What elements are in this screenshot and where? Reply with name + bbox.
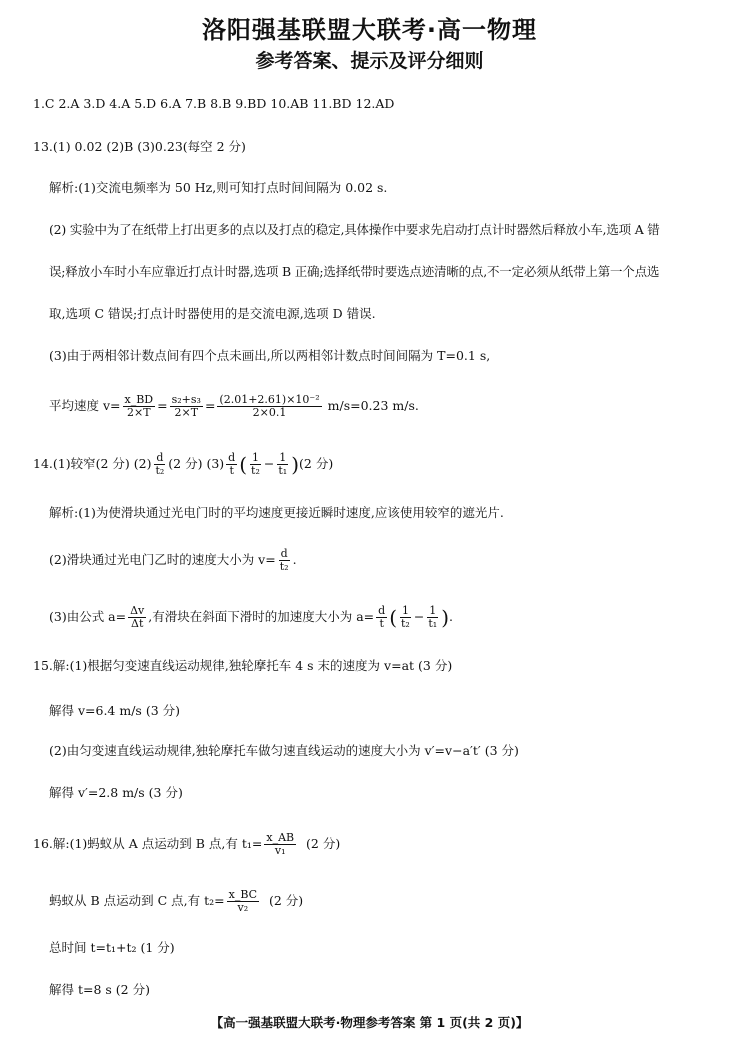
q16-f1-den: v₁ xyxy=(274,844,286,857)
q13-explain-2b: 误;释放小车时小车应靠近打点计时器,选项 B 正确;选择纸带时要选点迹清晰的点,不一定必须从纸带上第一个点选 xyxy=(49,264,660,279)
q16-line-4: 解得 t=8 s (2 分) xyxy=(49,982,150,997)
q14-answer-fraction-3 xyxy=(226,452,237,477)
q16-f2-den: v₂ xyxy=(237,901,249,914)
q14-answer-mid: (2 分) (3) xyxy=(168,456,225,471)
q14-e2-suffix: . xyxy=(292,552,297,567)
q13-f1-num: x_BD xyxy=(124,393,154,406)
q16-line-1 xyxy=(33,832,340,857)
q14-e2-fraction xyxy=(278,548,291,573)
q14-e3-b-num: 1 xyxy=(429,604,437,617)
q13-eq1: = xyxy=(157,398,168,413)
q13-f1-den: 2×T xyxy=(127,406,151,419)
q14-e2-den: t₂ xyxy=(279,560,289,573)
q13-fraction-3 xyxy=(217,394,321,419)
q13-fraction-1 xyxy=(123,394,156,419)
q14-e3-t: t xyxy=(379,617,384,630)
choice-answers: 1.C 2.A 3.D 4.A 5.D 6.A 7.B 8.B 9.BD 10.AB 11.BD 12.AD xyxy=(33,96,395,111)
q13-explain-2c: 取,选项 C 错误;打点计时器使用的是交流电源,选项 D 错误. xyxy=(49,306,376,321)
q16-f1-num: x_AB xyxy=(266,831,295,844)
q14-e3-a-den: t₂ xyxy=(401,617,410,630)
q13-fraction-2 xyxy=(170,394,203,419)
q14-explain-2 xyxy=(49,548,297,573)
page-subtitle: 参考答案、提示及评分细则 xyxy=(255,50,484,72)
q14-e2-prefix: (2)滑块通过光电门乙时的速度大小为 v= xyxy=(49,552,276,567)
q16-fraction-1 xyxy=(264,832,296,857)
q16-line-3: 总时间 t=t₁+t₂ (1 分) xyxy=(49,940,175,955)
q13-f2-num: s₂+s₃ xyxy=(171,393,201,406)
q14-e3-fraction-a xyxy=(128,605,146,630)
q15-line-3: (2)由匀变速直线运动规律,独轮摩托车做匀速直线运动的速度大小为 v′=v−a′t′ (3 分) xyxy=(49,743,519,758)
q14-ans3-a-num: 1 xyxy=(251,451,259,464)
q14-e3-prefix: (3)由公式 a= xyxy=(49,609,127,624)
q14-ans2-num: d xyxy=(156,451,164,464)
q14-explain-1: 解析:(1)为使滑块通过光电门时的平均速度更接近瞬时速度,应该使用较窄的遮光片. xyxy=(49,505,504,520)
q14-ans3-den: t xyxy=(229,464,234,477)
q14-e3-dt: Δt xyxy=(131,617,144,630)
q14-ans3-inner-b xyxy=(276,452,289,477)
q14-e3-a-num: 1 xyxy=(401,604,409,617)
q16-l2-suffix: (2 分) xyxy=(268,893,304,908)
page-title: 洛阳强基联盟大联考·高一物理 xyxy=(201,16,538,44)
q13-explain-1: 解析:(1)交流电频率为 50 Hz,则可知打点时间间隔为 0.02 s. xyxy=(49,180,388,195)
q14-ans2-den: t₂ xyxy=(155,464,165,477)
q14-answer-prefix: 14.(1)较窄(2 分) (2) xyxy=(33,456,152,471)
q14-answer-fraction-2 xyxy=(153,452,166,477)
q14-ans3-num: d xyxy=(228,451,236,464)
q14-e3-minus: − xyxy=(413,609,425,624)
q14-ans3-minus: − xyxy=(263,456,275,471)
q16-f2-num: x_BC xyxy=(228,888,258,901)
q15-line-1: 15.解:(1)根据匀变速直线运动规律,独轮摩托车 4 s 末的速度为 v=at (3 分) xyxy=(33,658,453,673)
q13-avg-suffix: m/s=0.23 m/s. xyxy=(327,398,419,413)
q14-e3-b-den: t₁ xyxy=(428,617,438,630)
q14-e3-suffix: . xyxy=(449,609,453,624)
q14-e3-fraction-b xyxy=(376,605,387,630)
q15-line-4: 解得 v′=2.8 m/s (3 分) xyxy=(49,785,183,800)
q15-line-2: 解得 v=6.4 m/s (3 分) xyxy=(49,703,180,718)
q16-l1-suffix: (2 分) xyxy=(306,836,341,851)
q13-explain-3: (3)由于两相邻计数点间有四个点未画出,所以两相邻计数点时间间隔为 T=0.1 s, xyxy=(49,348,491,363)
q13-eq2: = xyxy=(204,398,216,413)
q16-line-2 xyxy=(49,889,303,914)
q13-avg-prefix: 平均速度 v= xyxy=(49,398,121,413)
q13-explain-2a: (2) 实验中为了在纸带上打出更多的点以及打点的稳定,具体操作中要求先启动打点计时器然后释放小车,选项 A 错 xyxy=(49,222,660,237)
q14-e2-num: d xyxy=(280,547,288,560)
q13-answer: 13.(1) 0.02 (2)B (3)0.23(每空 2 分) xyxy=(33,139,246,154)
q14-ans3-inner-a xyxy=(249,452,262,477)
q13-f3-den: 2×0.1 xyxy=(252,406,287,419)
q16-fraction-2 xyxy=(227,889,259,914)
q13-average-velocity xyxy=(49,394,419,419)
q14-e3-d: d xyxy=(378,604,386,617)
q14-ans3-b-num: 1 xyxy=(279,451,287,464)
q14-e3-dv: Δv xyxy=(130,604,145,617)
q14-ans3-a-den: t₂ xyxy=(251,464,260,477)
q14-e3-inner-a xyxy=(399,605,412,630)
q16-l2-prefix: 蚂蚁从 B 点运动到 C 点,有 t₂= xyxy=(49,893,225,908)
q13-f3-num: (2.01+2.61)×10⁻² xyxy=(219,393,320,406)
q13-f2-den: 2×T xyxy=(174,406,199,419)
q14-answer-suffix: (2 分) xyxy=(299,456,334,471)
q16-l1-prefix: 16.解:(1)蚂蚁从 A 点运动到 B 点,有 t₁= xyxy=(33,836,263,851)
q14-e3-mid: ,有滑块在斜面下滑时的加速度大小为 a= xyxy=(148,609,375,624)
q14-e3-inner-b xyxy=(426,605,439,630)
q14-ans3-b-den: t₁ xyxy=(278,464,288,477)
q14-explain-3: (3)由公式 a= $\frac{\Delta v}{\Delta t}$ ,有滑块在斜面下滑时的加速度大小为 a= $\frac{d}{t}$ ( $\frac{1}{\text{t₂}}$ − $\frac{1}{\text{t₁}}$ ). xyxy=(49,604,453,630)
page-footer: 【高一强基联盟大联考·物理参考答案 第 1 页(共 2 页)】 xyxy=(210,1015,529,1030)
q14-answer: 14.(1)较窄(2 分) (2) $\frac{d}{\text{t₂}}$ (2 分) (3) $\frac{d}{t}$ ( $\frac{1}{\text{t₂}}$ − $\frac{1}{\text{t₁}}$ )(2 分) xyxy=(33,451,334,477)
